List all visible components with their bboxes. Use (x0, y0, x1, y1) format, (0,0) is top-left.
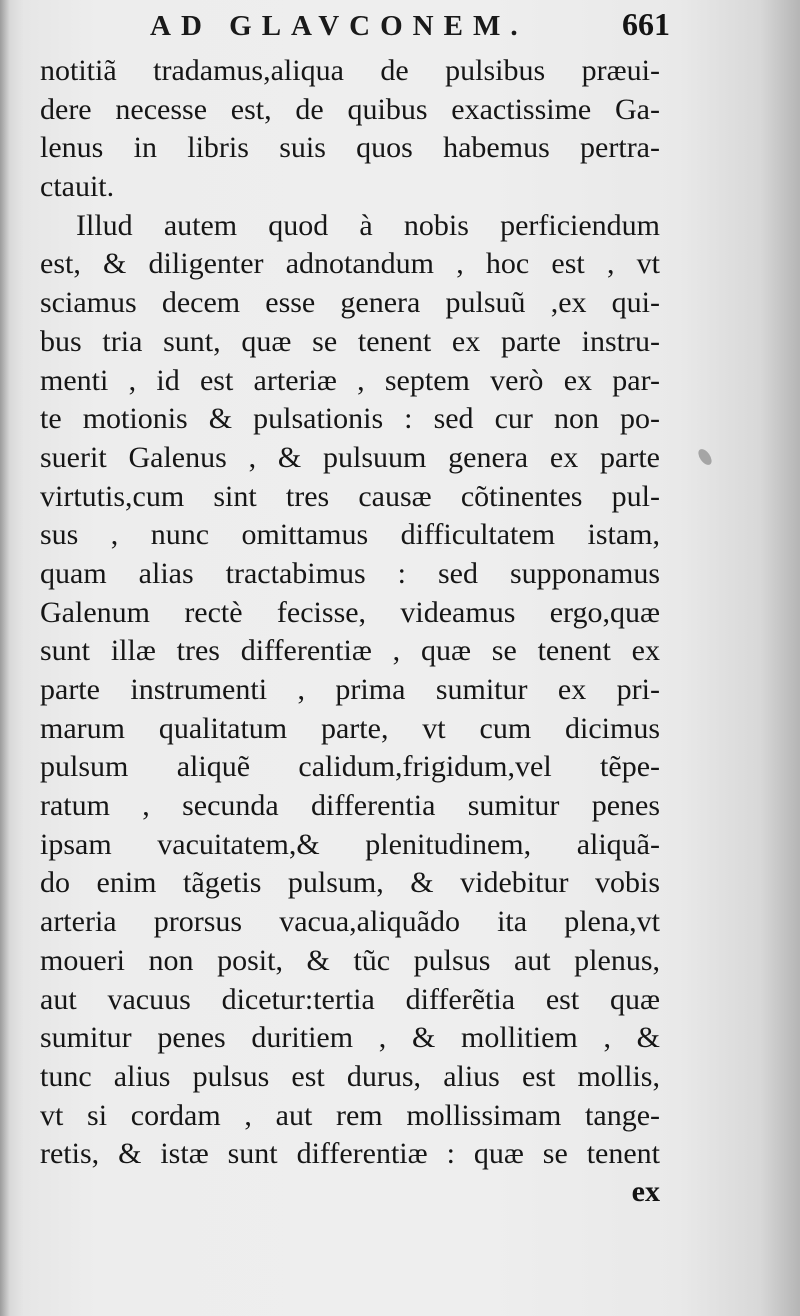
text-line: ipsam vacuitatem,& plenitudinem, aliquã- (40, 827, 660, 861)
text-line: do enim tãgetis pulsum, & videbitur vobis (40, 866, 660, 900)
text-line: lenus in libris suis quos habemus pertra- (40, 131, 660, 165)
text-line: notitiã tradamus,aliqua de pulsibus præui- (40, 54, 660, 87)
text-line: parte instrumenti , prima sumitur ex pri- (40, 673, 660, 706)
text-line: menti , id est arteriæ , septem verò ex par- (40, 363, 660, 397)
text-line: retis, & istæ sunt differentiæ : quæ se tenent (40, 1137, 660, 1171)
text-line: marum qualitatum parte, vt cum dicimus (40, 711, 660, 745)
text-line: Illud autem quod à nobis perficiendum (76, 208, 660, 242)
body-text (40, 52, 660, 1174)
text-line: dere necesse est, de quibus exactissime Ga- (40, 92, 660, 126)
text-line: ctauit. (40, 170, 115, 204)
text-line: moueri non posit, & tũc pulsus aut plenus, (40, 943, 660, 977)
text-line: suerit Galenus , & pulsuum genera ex parte (40, 440, 660, 474)
text-line: sus , nunc omittamus difficultatem istam, (40, 518, 660, 552)
text-line: pulsum aliquẽ calidum,frigidum,vel tẽpe- (40, 750, 660, 784)
text-line: quam alias tractabimus : sed supponamus (40, 556, 660, 590)
running-title: AD GLAVCONEM. (150, 10, 528, 42)
text-line: sciamus decem esse genera pulsuũ ,ex qui- (40, 286, 660, 320)
text-line: arteria prorsus vacua,aliquãdo ita plena,vt (40, 905, 660, 939)
text-line: ratum , secunda differentia sumitur penes (40, 789, 660, 823)
text-line: aut vacuus dicetur:tertia differẽtia est quæ (40, 982, 660, 1016)
text-line: bus tria sunt, quæ se tenent ex parte instru- (40, 324, 660, 358)
paper-speck (696, 447, 715, 467)
text-line: virtutis,cum sint tres causæ cõtinentes pul- (40, 479, 660, 513)
text-line: est, & diligenter adnotandum , hoc est , vt (40, 247, 660, 281)
text-line: tunc alius pulsus est durus, alius est mollis, (40, 1059, 660, 1093)
text-line: te motionis & pulsationis : sed cur non po- (40, 402, 660, 436)
text-line: Galenum rectè fecisse, videamus ergo,quæ (40, 595, 660, 629)
page-gutter-shadow (0, 0, 10, 1316)
text-line: sunt illæ tres differentiæ , quæ se tenent ex (40, 634, 660, 668)
page-number: 661 (622, 6, 670, 42)
running-head (150, 6, 670, 50)
text-line: sumitur penes duritiem , & mollitiem , & (40, 1021, 660, 1055)
catchword: ex (631, 1175, 660, 1208)
text-line: vt si cordam , aut rem mollissimam tange- (40, 1098, 660, 1132)
